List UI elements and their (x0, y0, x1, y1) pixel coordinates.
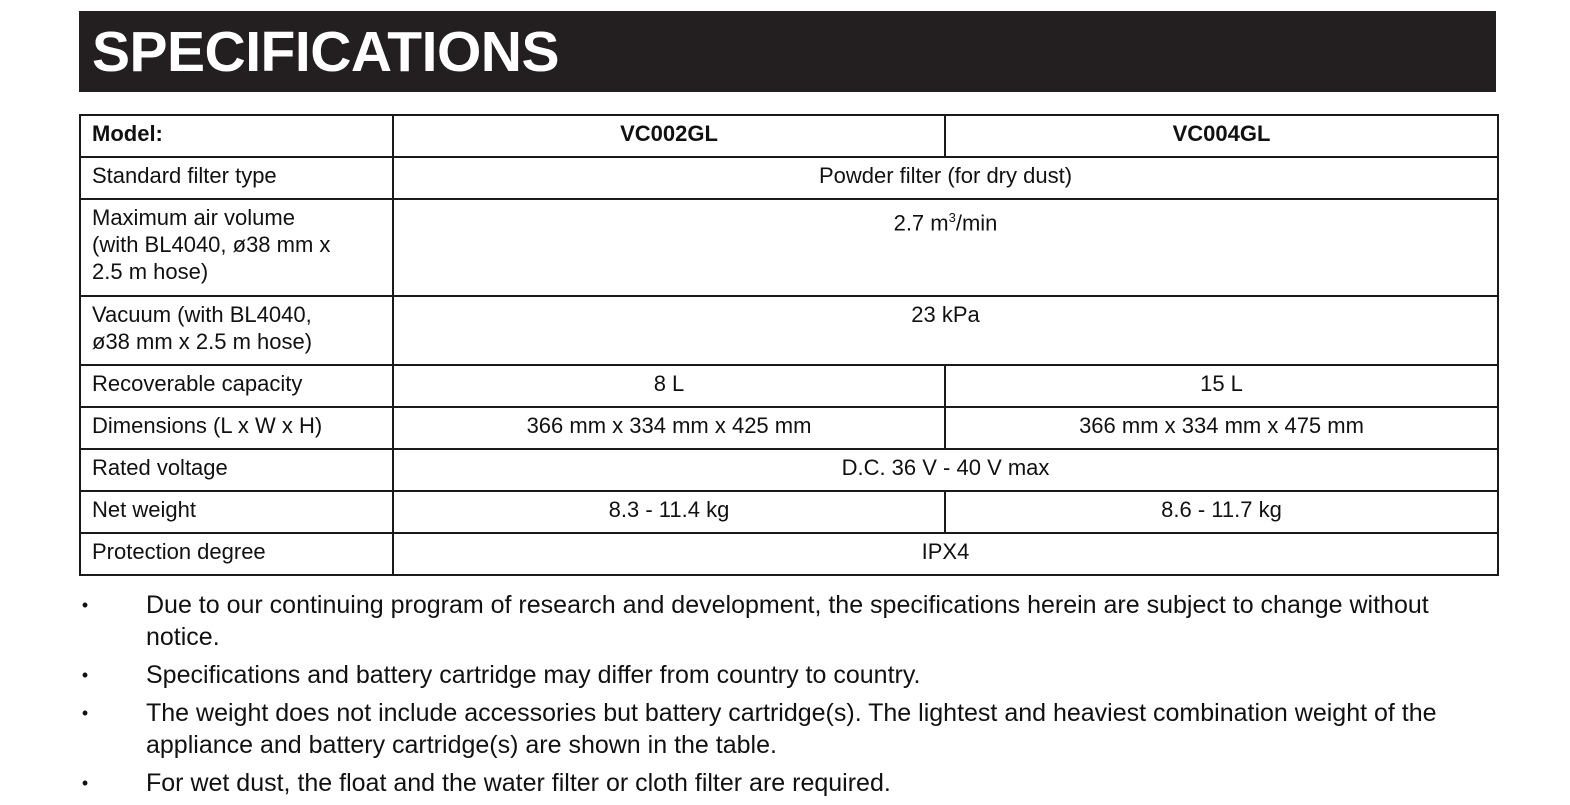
dimensions-vc002gl: 366 mm x 334 mm x 425 mm (393, 407, 945, 449)
table-row-filter-type (80, 157, 1498, 199)
protection-label: Protection degree (80, 533, 393, 575)
dimensions-vc004gl: 366 mm x 334 mm x 475 mm (945, 407, 1498, 449)
air-volume-label-line-1: Maximum air volume (92, 205, 295, 230)
note-text: Specifications and battery cartridge may differ from country to country. (146, 661, 921, 689)
bullet: • (81, 665, 89, 685)
table-row-voltage (80, 449, 1498, 491)
capacity-label: Recoverable capacity (80, 365, 393, 407)
vacuum-label (80, 296, 393, 365)
vacuum-value: 23 kPa (393, 296, 1498, 365)
table-row-capacity (80, 365, 1498, 407)
table-row-vacuum (80, 296, 1498, 365)
page-title: SPECIFICATIONS (92, 20, 559, 84)
specifications-banner (79, 11, 1496, 92)
model-vc002gl: VC002GL (393, 115, 945, 157)
table-row-model (80, 115, 1498, 157)
bullet: • (81, 703, 89, 723)
dimensions-label: Dimensions (L x W x H) (80, 407, 393, 449)
bullet: • (81, 773, 89, 793)
bullet: • (81, 595, 89, 615)
table-row-dimensions (80, 407, 1498, 449)
voltage-value: D.C. 36 V - 40 V max (393, 449, 1498, 491)
air-volume-label (80, 199, 393, 296)
air-volume-unit: /min (955, 210, 998, 236)
specification-notes (79, 589, 1499, 805)
vacuum-label-line-1: Vacuum (with BL4040, (92, 302, 312, 327)
vacuum-label-line-2: ø38 mm x 2.5 m hose) (92, 329, 313, 354)
capacity-vc004gl: 15 L (945, 365, 1498, 407)
air-volume-label-line-2: (with BL4040, ø38 mm x (92, 232, 331, 257)
list-item (79, 589, 1499, 653)
list-item (79, 659, 1499, 691)
table-row-net-weight (80, 491, 1498, 533)
model-vc004gl: VC004GL (945, 115, 1498, 157)
net-weight-vc004gl: 8.6 - 11.7 kg (945, 491, 1498, 533)
note-text: The weight does not include accessories but battery cartridge(s). The lightest and heaviest combination weight of the appliance and battery cartridge(s) are shown in the table. (146, 699, 1437, 759)
list-item (79, 697, 1499, 761)
table-row-protection (80, 533, 1498, 575)
capacity-vc002gl: 8 L (393, 365, 945, 407)
air-volume-number: 2.7 m (893, 210, 949, 236)
air-volume-exponent: 3 (948, 210, 956, 225)
protection-value: IPX4 (393, 533, 1498, 575)
table-row-air-volume (80, 199, 1498, 296)
filter-type-label: Standard filter type (80, 157, 393, 199)
net-weight-label: Net weight (80, 491, 393, 533)
specifications-table (79, 114, 1499, 576)
note-text: For wet dust, the float and the water filter or cloth filter are required. (146, 769, 891, 797)
air-volume-value (393, 199, 1498, 296)
filter-type-value: Powder filter (for dry dust) (393, 157, 1498, 199)
list-item (79, 767, 1499, 799)
net-weight-vc002gl: 8.3 - 11.4 kg (393, 491, 945, 533)
note-text: Due to our continuing program of research and development, the specifications herein are subject to change without notice. (146, 591, 1429, 651)
air-volume-label-line-3: 2.5 m hose) (92, 259, 209, 284)
model-label: Model: (80, 115, 393, 157)
voltage-label: Rated voltage (80, 449, 393, 491)
